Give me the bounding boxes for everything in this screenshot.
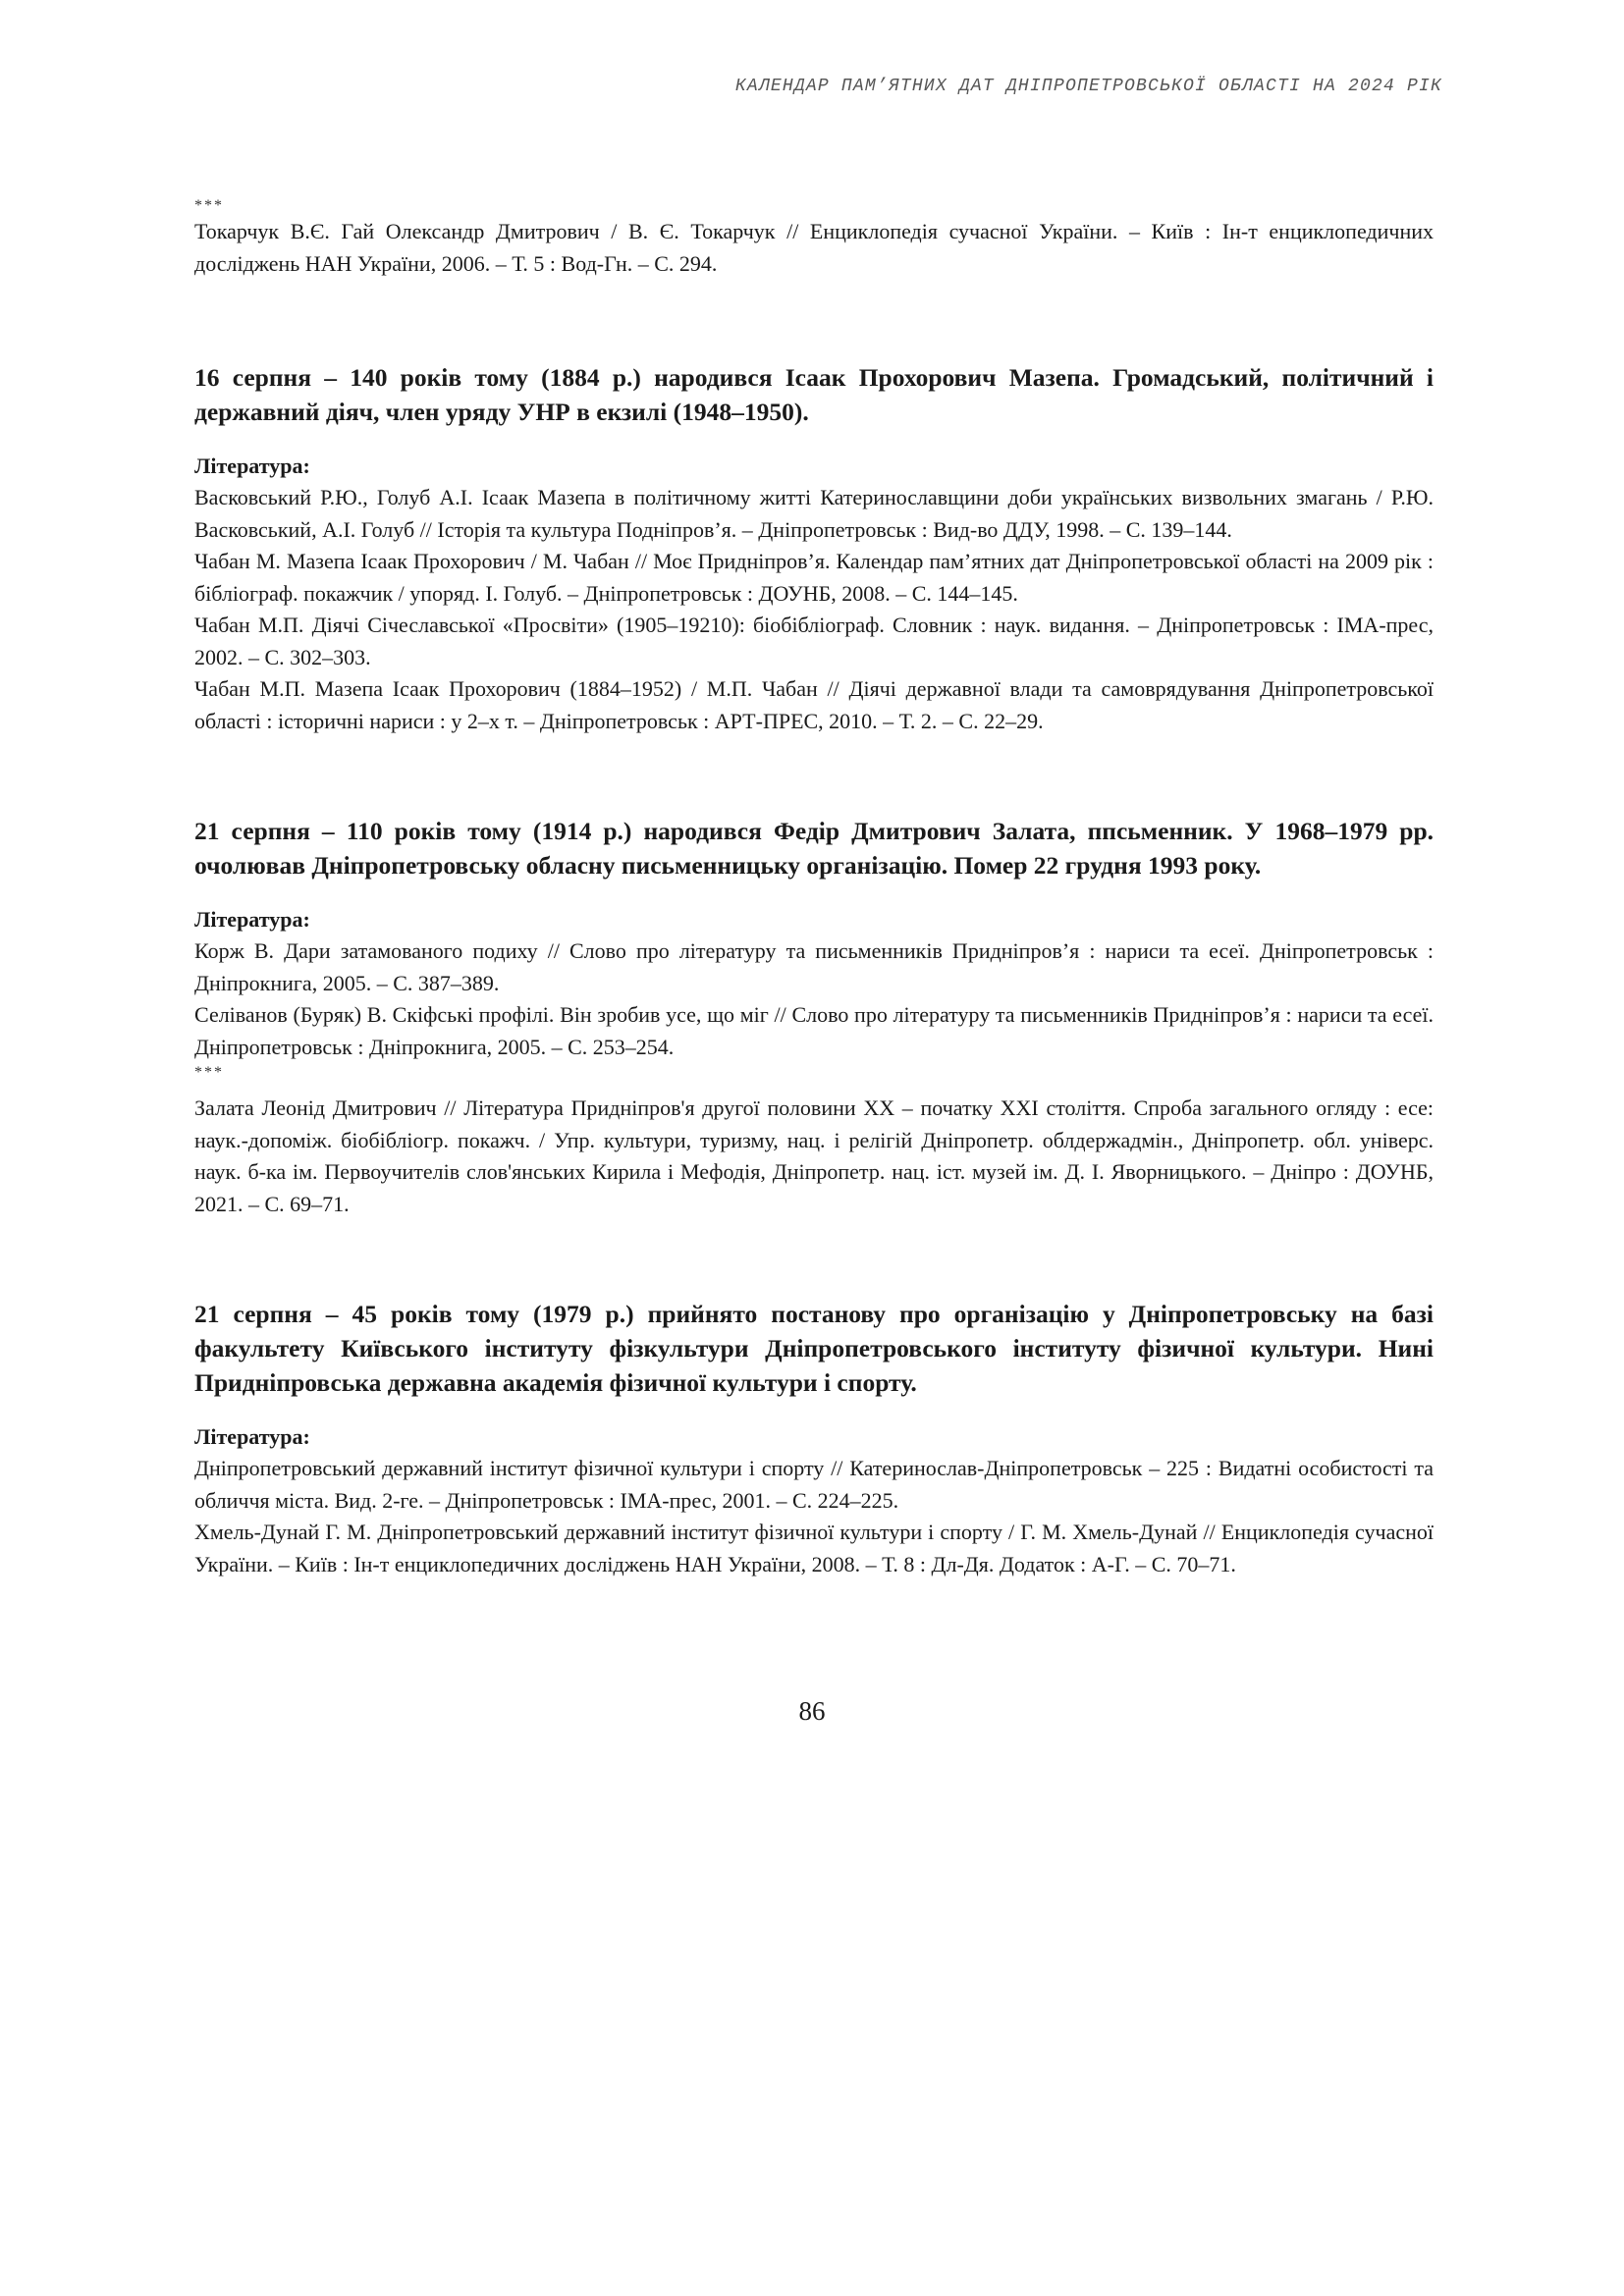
entry-title: 16 серпня – 140 років тому (1884 р.) народився Ісаак Прохорович Мазепа. Громадський, політичний і державний діяч, член уряду УНР в екзилі (1948–1950).: [194, 363, 1434, 426]
literature-label: Література:: [194, 907, 310, 932]
entry-title: 21 серпня – 45 років тому (1979 р.) прийнято постанову про організацію у Дніпропетровську на базі факультету Київського інституту фізкультури Дніпропетровського інституту фізичної культури. Нині Придніпровська державна академія фізичної культури і спорту.: [194, 1300, 1434, 1397]
reference-item: Корж В. Дари затамованого подиху // Слово про літературу та письменників Придніпров’я : нариси та есеї. Дніпропетровськ : Дніпрокнига, 2005. – С. 387–389.: [194, 938, 1434, 995]
page-number: 86: [798, 1696, 826, 1726]
reference-item: Чабан М.П. Мазепа Ісаак Прохорович (1884–1952) / М.П. Чабан // Діячі державної влади та самоврядування Дніпропетровської області : історичні нариси : у 2–х т. – Дніпропетровськ : АРТ-ПРЕС, 2010. – Т. 2. – С. 22–29.: [194, 676, 1434, 733]
separator-stars: ***: [194, 197, 224, 214]
intro-reference: Токарчук В.Є. Гай Олександр Дмитрович / В. Є. Токарчук // Енциклопедія сучасної України. – Київ : Ін-т енциклопедичних досліджень НАН України, 2006. – Т. 5 : Вод-Гн. – С. 294.: [194, 219, 1434, 276]
calendar-entry: [194, 814, 1434, 1220]
reference-item: Чабан М. Мазепа Ісаак Прохорович / М. Чабан // Моє Придніпров’я. Календар пам’ятних дат Дніпропетровської області на 2009 рік : бібліограф. покажчик / упоряд. І. Голуб. – Дніпропетровськ : ДОУНБ, 2008. – С. 144–145.: [194, 549, 1434, 606]
reference-item: Васковський Р.Ю., Голуб А.І. Ісаак Мазепа в політичному житті Катеринославщини доби українських визвольних змагань / Р.Ю. Васковський, А.І. Голуб // Історія та культура Подніпров’я. – Дніпропетровськ : Вид-во ДДУ, 1998. – С. 139–144.: [194, 485, 1434, 542]
reference-item: Залата Леонід Дмитрович // Література Придніпров'я другої половини ХХ – початку ХХІ століття. Спроба загального огляду : есе: наук.-допоміж. біобібліогр. покажч. / Упр. культури, туризму, нац. і релігій Дніпропетр. облдержадмін., Дніпропетр. обл. універс. наук. б-ка ім. Первоучителів слов'янських Кирила і Мефодія, Дніпропетр. нац. іст. музей ім. Д. І. Яворницького. – Дніпро : ДОУНБ, 2021. – С. 69–71.: [194, 1095, 1434, 1216]
literature-label: Література:: [194, 1424, 310, 1449]
intro-section: [194, 196, 1434, 280]
separator-stars: ***: [194, 1064, 224, 1081]
running-header: КАЛЕНДАР ПАМ’ЯТНИХ ДАТ ДНІПРОПЕТРОВСЬКОЇ ОБЛАСТІ НА 2024 РІК: [734, 77, 1442, 96]
calendar-entry: [194, 360, 1434, 737]
reference-item: Селіванов (Буряк) В. Скіфські профілі. Він зробив усе, що міг // Слово про літературу та письменників Придніпров’я : нариси та есеї. Дніпропетровськ : Дніпрокнига, 2005. – С. 253–254.: [194, 1002, 1434, 1059]
reference-item: Дніпропетровський державний інститут фізичної культури і спорту // Катеринослав-Дніпропетровськ – 225 : Видатні особистості та обличчя міста. Вид. 2-ге. – Дніпропетровськ : ІМА-прес, 2001. – С. 224–225.: [194, 1456, 1434, 1513]
reference-item: Хмель-Дунай Г. М. Дніпропетровський державний інститут фізичної культури і спорту / Г. М. Хмель-Дунай // Енциклопедія сучасної України. – Київ : Ін-т енциклопедичних досліджень НАН України, 2008. – Т. 8 : Дл-Дя. Додаток : А-Г. – С. 70–71.: [194, 1520, 1434, 1576]
reference-item: Чабан М.П. Діячі Січеславської «Просвіти» (1905–19210): біобібліограф. Словник : наук. видання. – Дніпропетровськ : ІМА-прес, 2002. – С. 302–303.: [194, 613, 1434, 669]
calendar-entry: [194, 1297, 1434, 1580]
literature-label: Література:: [194, 454, 310, 478]
page-content: [194, 196, 1434, 1580]
entry-title: 21 серпня – 110 років тому (1914 р.) народився Федір Дмитрович Залата, ппсьменник. У 1968–1979 рр. очолював Дніпропетровську обласну письменницьку організацію. Помер 22 грудня 1993 року.: [194, 817, 1434, 880]
